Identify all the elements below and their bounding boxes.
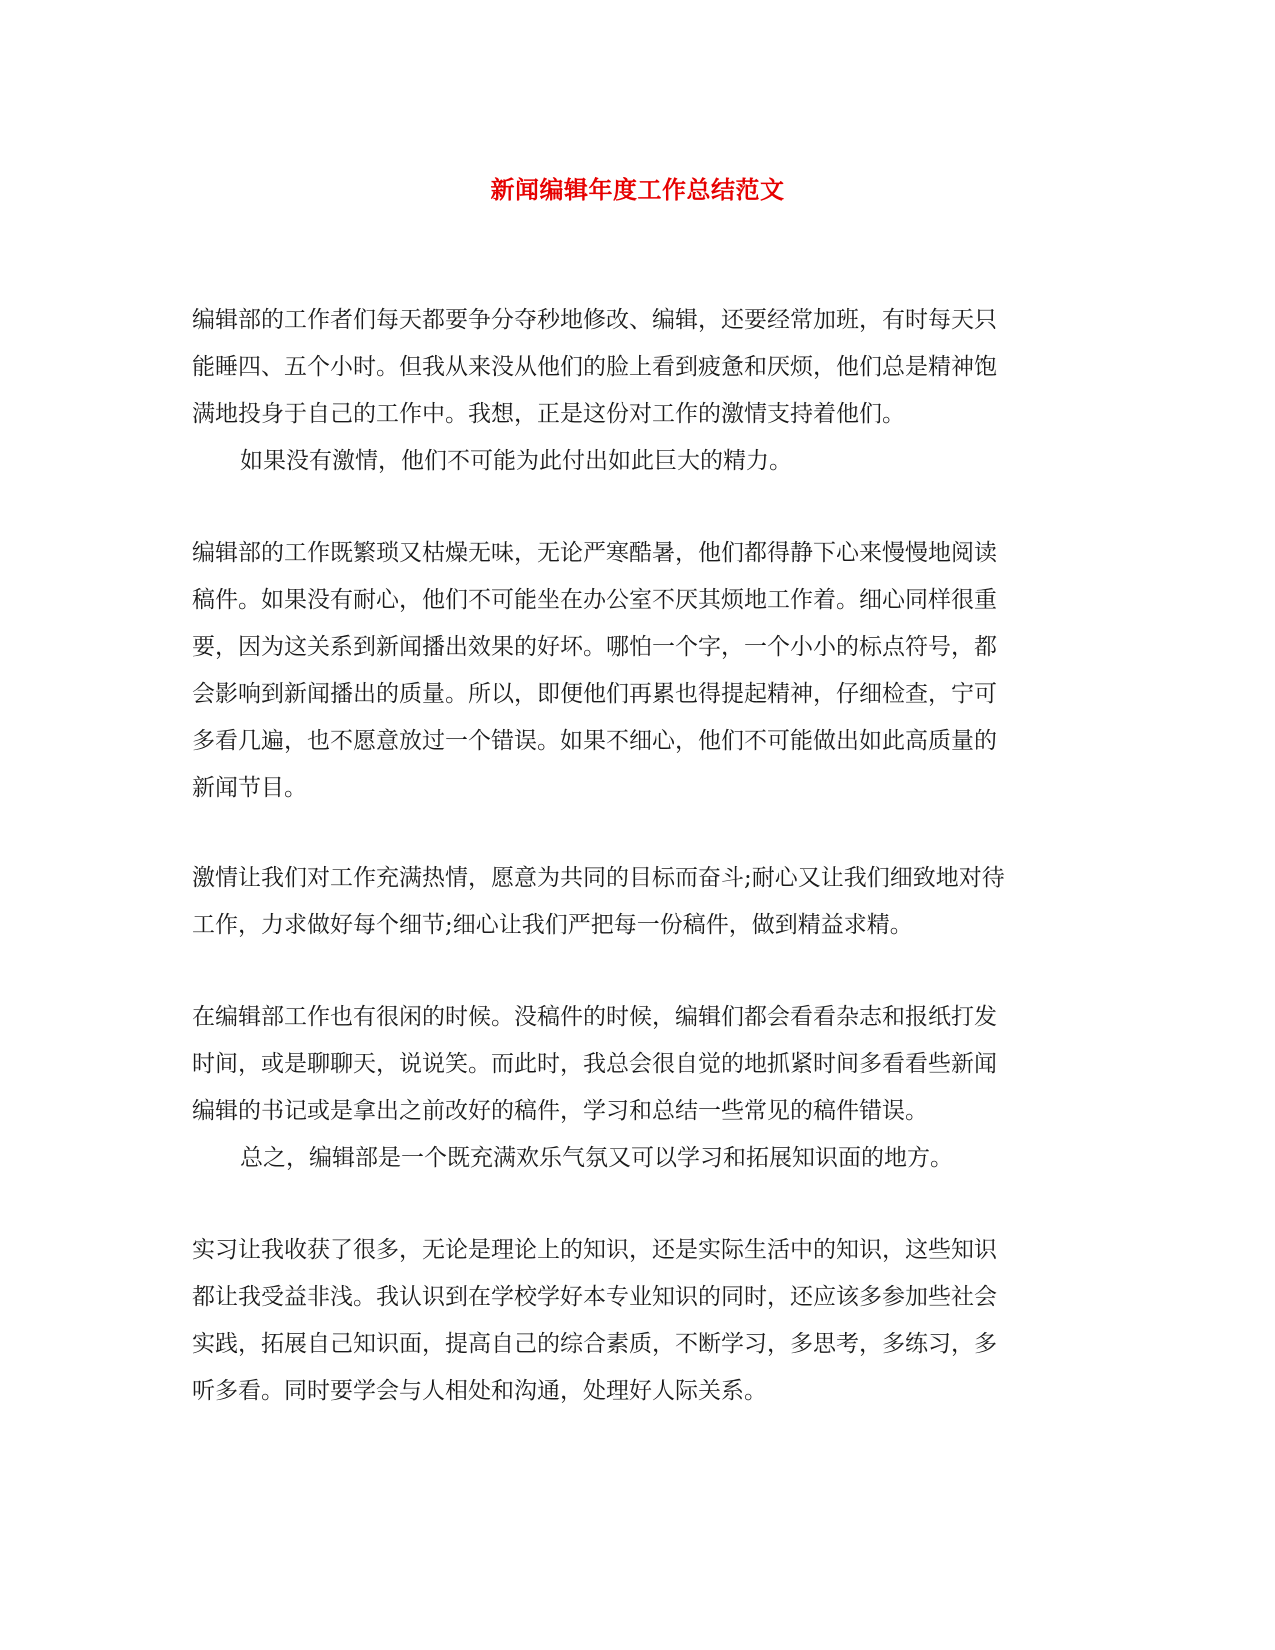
paragraph-4-line-2: 工作，力求做好每个细节;细心让我们严把每一份稿件，做到精益求精。: [192, 912, 913, 938]
document-title: 新闻编辑年度工作总结范文: [490, 175, 785, 204]
paragraph-3-line-4: 会影响到新闻播出的质量。所以，即便他们再累也得提起精神，仔细检查，宁可: [192, 681, 997, 707]
paragraph-6-line-1: 总之，编辑部是一个既充满欢乐气氛又可以学习和拓展知识面的地方。: [240, 1145, 953, 1171]
paragraph-4-line-1: 激情让我们对工作充满热情，愿意为共同的目标而奋斗;耐心又让我们细致地对待: [192, 865, 1005, 891]
paragraph-5-line-1: 在编辑部工作也有很闲的时候。没稿件的时候，编辑们都会看看杂志和报纸打发: [192, 1004, 997, 1030]
paragraph-1-line-2: 能睡四、五个小时。但我从来没从他们的脸上看到疲惫和厌烦，他们总是精神饱: [192, 354, 997, 380]
paragraph-3-line-3: 要，因为这关系到新闻播出效果的好坏。哪怕一个字，一个小小的标点符号，都: [192, 634, 997, 660]
paragraph-5-line-2: 时间，或是聊聊天，说说笑。而此时，我总会很自觉的地抓紧时间多看看些新闻: [192, 1051, 997, 1077]
paragraph-3-line-2: 稿件。如果没有耐心，他们不可能坐在办公室不厌其烦地工作着。细心同样很重: [192, 587, 997, 613]
paragraph-7-line-2: 都让我受益非浅。我认识到在学校学好本专业知识的同时，还应该多参加些社会: [192, 1284, 997, 1310]
paragraph-2-line-1: 如果没有激情，他们不可能为此付出如此巨大的精力。: [240, 448, 792, 474]
paragraph-7-line-1: 实习让我收获了很多，无论是理论上的知识，还是实际生活中的知识，这些知识: [192, 1237, 997, 1263]
paragraph-3-line-5: 多看几遍，也不愿意放过一个错误。如果不细心，他们不可能做出如此高质量的: [192, 728, 997, 754]
paragraph-7-line-3: 实践，拓展自己知识面，提高自己的综合素质，不断学习，多思考，多练习，多: [192, 1331, 997, 1357]
paragraph-1-line-1: 编辑部的工作者们每天都要争分夺秒地修改、编辑，还要经常加班，有时每天只: [192, 307, 997, 333]
paragraph-7-line-4: 听多看。同时要学会与人相处和沟通，处理好人际关系。: [192, 1378, 767, 1404]
paragraph-5-line-3: 编辑的书记或是拿出之前改好的稿件，学习和总结一些常见的稿件错误。: [192, 1098, 928, 1124]
paragraph-3-line-6: 新闻节目。: [192, 775, 307, 801]
paragraph-3-line-1: 编辑部的工作既繁琐又枯燥无味，无论严寒酷暑，他们都得静下心来慢慢地阅读: [192, 540, 997, 566]
paragraph-1-line-3: 满地投身于自己的工作中。我想，正是这份对工作的激情支持着他们。: [192, 401, 905, 427]
